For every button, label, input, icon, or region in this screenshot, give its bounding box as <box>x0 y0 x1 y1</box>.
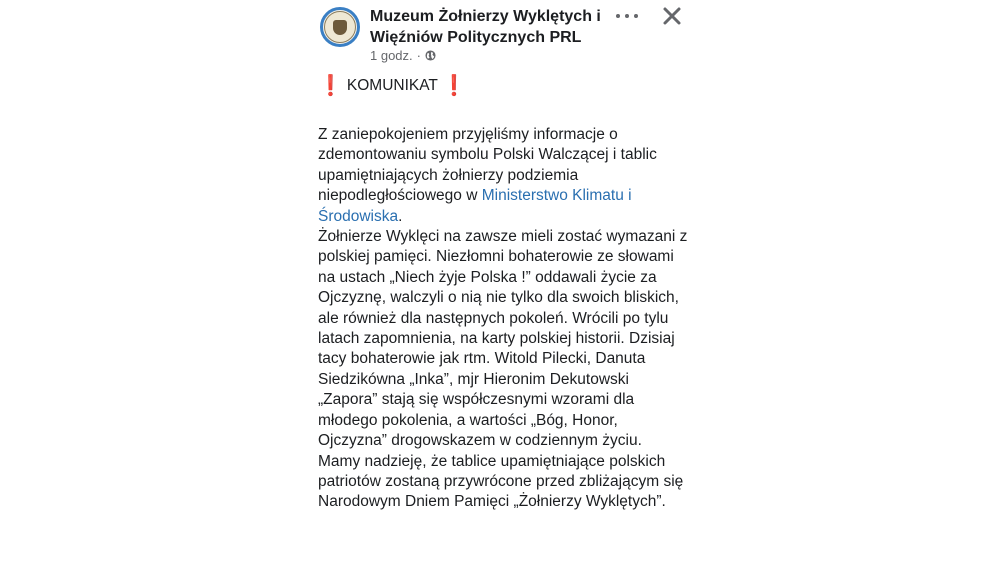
more-dots-icon <box>616 14 620 18</box>
globe-icon[interactable] <box>425 50 436 61</box>
more-dot <box>634 14 638 18</box>
post-timestamp[interactable]: 1 godz. <box>370 48 413 63</box>
post-body <box>318 74 690 513</box>
meta-separator: · <box>416 48 421 63</box>
post-paragraph-1 <box>318 125 690 227</box>
post-meta <box>370 48 436 63</box>
ministry-link[interactable]: Ministerstwo Klimatu i Środowiska <box>318 187 632 225</box>
exclamation-icon: ❗ <box>318 75 343 97</box>
page-name-link[interactable]: Muzeum Żołnierzy Wyklętych i Więźniów Politycznych PRL <box>370 8 601 46</box>
post-paragraph-2: Żołnierze Wyklęci na zawsze mieli zostać wymazani z polskiej pamięci. Niezłomni bohaterowie ze słowami na ustach „Niech żyje Polska !” oddawali życie za Ojczyznę, walczyli o nią nie tylko dla swoich bliskich, ale również dla następnych pokoleń. Wrócili po tylu latach zapomnienia, na karty polskiej historii. Dzisiaj tacy bohaterowie jak rtm. Witold Pilecki, Danuta Siedzikówna „Inka”, mjr Hieronim Dekutowski „Zapora” stają się współczesnymi wzorami dla młodego pokolenia, a wartości „Bóg, Honor, Ojczyzna” drogowskazem w codziennym życiu. <box>318 228 688 450</box>
post-paragraph-3: Mamy nadzieję, że tablice upamiętniające polskich patriotów zostaną przywrócone przed zbliżającym się Narodowym Dniem Pamięci „Żołnierzy Wyklętych”. <box>318 452 684 511</box>
paragraph-1-end: . <box>398 207 403 225</box>
facebook-post <box>318 0 690 563</box>
exclamation-icon: ❗ <box>441 75 467 97</box>
more-dot <box>625 14 629 18</box>
post-header <box>318 0 690 66</box>
avatar-emblem <box>324 11 356 43</box>
post-headline <box>318 74 690 98</box>
shield-icon <box>333 20 347 35</box>
close-icon[interactable] <box>662 6 682 26</box>
paragraph-1-text: Z zaniepokojeniem przyjęliśmy informacje o zdemontowaniu symbolu Polski Walczącej i tablic upamiętniających żołnierzy podziemia niepodległościowego w <box>318 126 657 205</box>
more-options-button[interactable] <box>616 8 638 24</box>
page-avatar[interactable] <box>320 7 360 47</box>
headline-text: KOMUNIKAT <box>346 76 438 94</box>
